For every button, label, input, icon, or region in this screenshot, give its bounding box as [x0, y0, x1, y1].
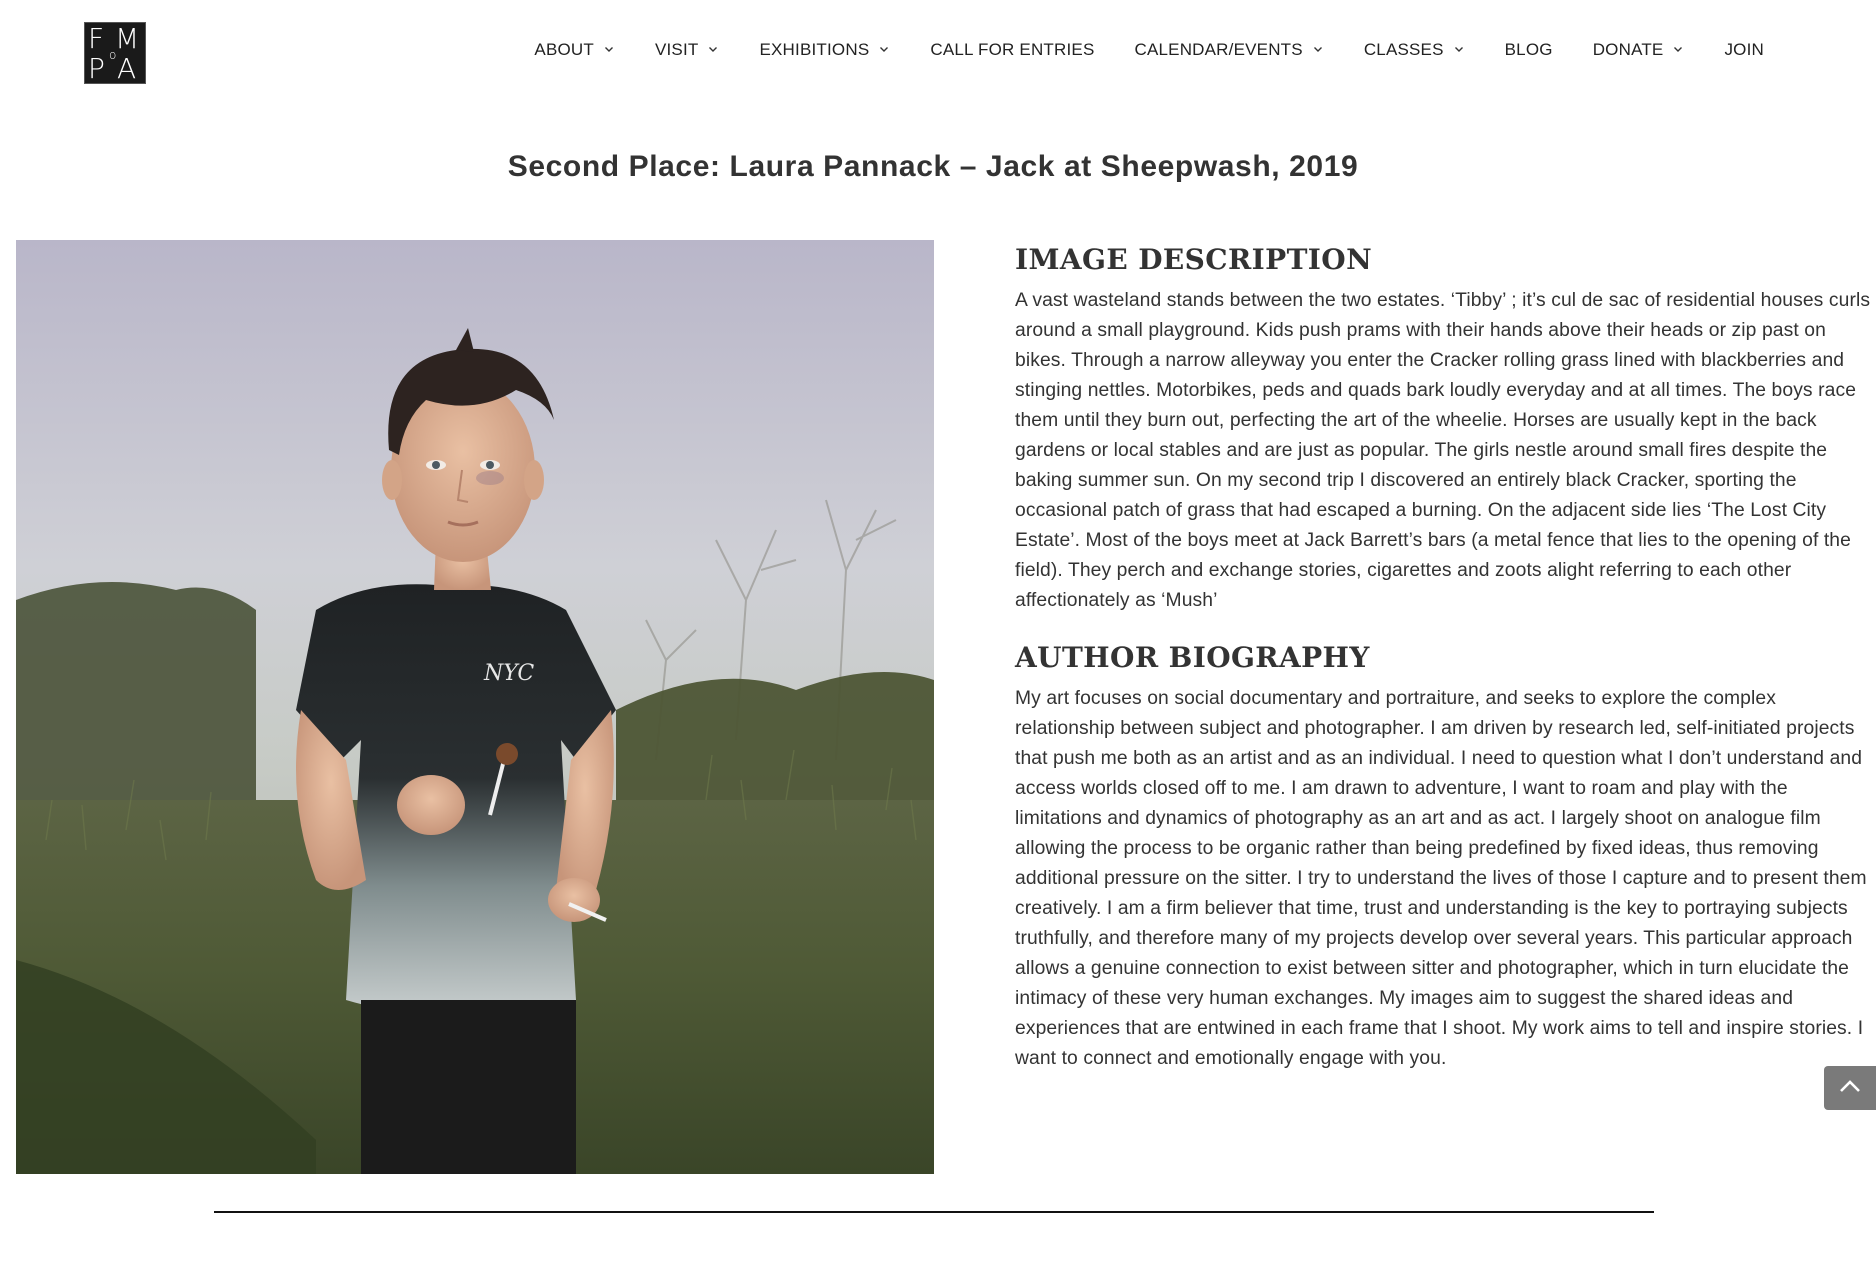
- nav-item-visit[interactable]: [655, 40, 720, 60]
- artwork-details: [1015, 240, 1876, 1074]
- nav-item-label: BLOG: [1504, 40, 1553, 59]
- chevron-down-icon: [707, 43, 719, 55]
- featured-photo: [16, 240, 934, 1174]
- nav-item-exhibitions[interactable]: [759, 40, 890, 60]
- nav-item-label: ABOUT: [534, 40, 594, 59]
- nav-item-label: DONATE: [1592, 40, 1664, 59]
- image-description-text: A vast wasteland stands between the two estates. ‘Tibby’ ; it’s cul de sac of residential houses curls around a small playground. Kids push prams with their hands above their heads or zip past on bikes. Through a narrow alleyway you enter the Cracker rolling grass lined with blackberries and stinging nettles. Motorbikes, peds and quads bark loudly everyday and at all times. The boys race them until they burn out, perfecting the art of the wheelie. Horses are usually kept in the back gardens or local stables and are just as popular. The girls nestle around small fires despite the baking summer sun. On my second trip I discovered an entirely black Cracker, sporting the occasional patch of grass that had escaped a burning. On the adjacent side lies ‘The Lost City Estate’. Most of the boys meet at Jack Barrett’s bars (a metal fence that lies to the opening of the field). They perch and exchange stories, cigarettes and zoots alight referring to each other affectionately as ‘Mush’: [1015, 290, 1871, 611]
- nav-item-label: CALENDAR/EVENTS: [1134, 40, 1303, 59]
- nav-item-label: CALL FOR ENTRIES: [930, 40, 1095, 59]
- author-biography-text: My art focuses on social documentary and portraiture, and seeks to explore the complex relationship between subject and photographer. I am driven by research led, self-initiated projects that push me both as an artist and as an individual. I need to question what I don’t understand and access worlds closed off to me. I am drawn to adventure, I want to roam and play with the limitations and dynamics of photography as an art and as act. I largely shoot on analogue film allowing the process to be organic rather than being predefined by fixed ideas, thus removing additional pressure on the sitter. I try to understand the lives of those I capture and to present them creatively. I am a firm believer that time, trust and understanding is the key to portraying subjects truthfully, and therefore many of my projects develop over several years. This particular approach allows a genuine connection to exist between sitter and photographer, which in turn elucidate the intimacy of these very human exchanges. My images aim to suggest the shared ideas and experiences that are entwined in each frame that I shoot. My work aims to tell and inspire stories. I want to connect and emotionally engage with you.: [1015, 688, 1867, 1069]
- section-divider: [214, 1211, 1654, 1213]
- logo-letter: P: [88, 52, 105, 84]
- site-logo[interactable]: [84, 22, 146, 84]
- logo-letter: o: [109, 48, 117, 62]
- chevron-down-icon: [1453, 43, 1465, 55]
- nav-item-label: VISIT: [654, 40, 699, 59]
- logo-letter: F: [88, 22, 105, 55]
- nav-item-donate[interactable]: [1593, 40, 1685, 60]
- chevron-down-icon: [1672, 43, 1684, 55]
- nav-item-classes[interactable]: [1364, 40, 1465, 60]
- logo-letter: M: [115, 22, 140, 55]
- site-header: [0, 0, 1876, 108]
- nav-item-blog[interactable]: [1505, 40, 1553, 60]
- shirt-print-text: NYC: [484, 661, 535, 686]
- back-to-top-button[interactable]: [1824, 1066, 1876, 1110]
- nav-item-about[interactable]: [534, 40, 615, 60]
- nav-item-label: JOIN: [1724, 40, 1764, 59]
- chevron-up-icon: [1838, 1078, 1862, 1099]
- author-biography-heading: AUTHOR BIOGRAPHY: [1015, 641, 1370, 674]
- nav-item-label: CLASSES: [1363, 40, 1444, 59]
- nav-item-label: EXHIBITIONS: [759, 40, 870, 59]
- main-nav: [534, 40, 1764, 60]
- chevron-down-icon: [1312, 43, 1324, 55]
- section-spacer: [1015, 616, 1876, 638]
- page-title: Second Place: Laura Pannack – Jack at Sheepwash, 2019: [507, 150, 1359, 183]
- logo-letter: A: [117, 52, 137, 84]
- chevron-down-icon: [878, 43, 890, 55]
- nav-item-calendar-events[interactable]: [1134, 40, 1323, 60]
- chevron-down-icon: [603, 43, 615, 55]
- nav-item-join[interactable]: [1724, 40, 1764, 60]
- image-description-heading: IMAGE DESCRIPTION: [1015, 243, 1373, 276]
- nav-item-call-for-entries[interactable]: [930, 40, 1094, 60]
